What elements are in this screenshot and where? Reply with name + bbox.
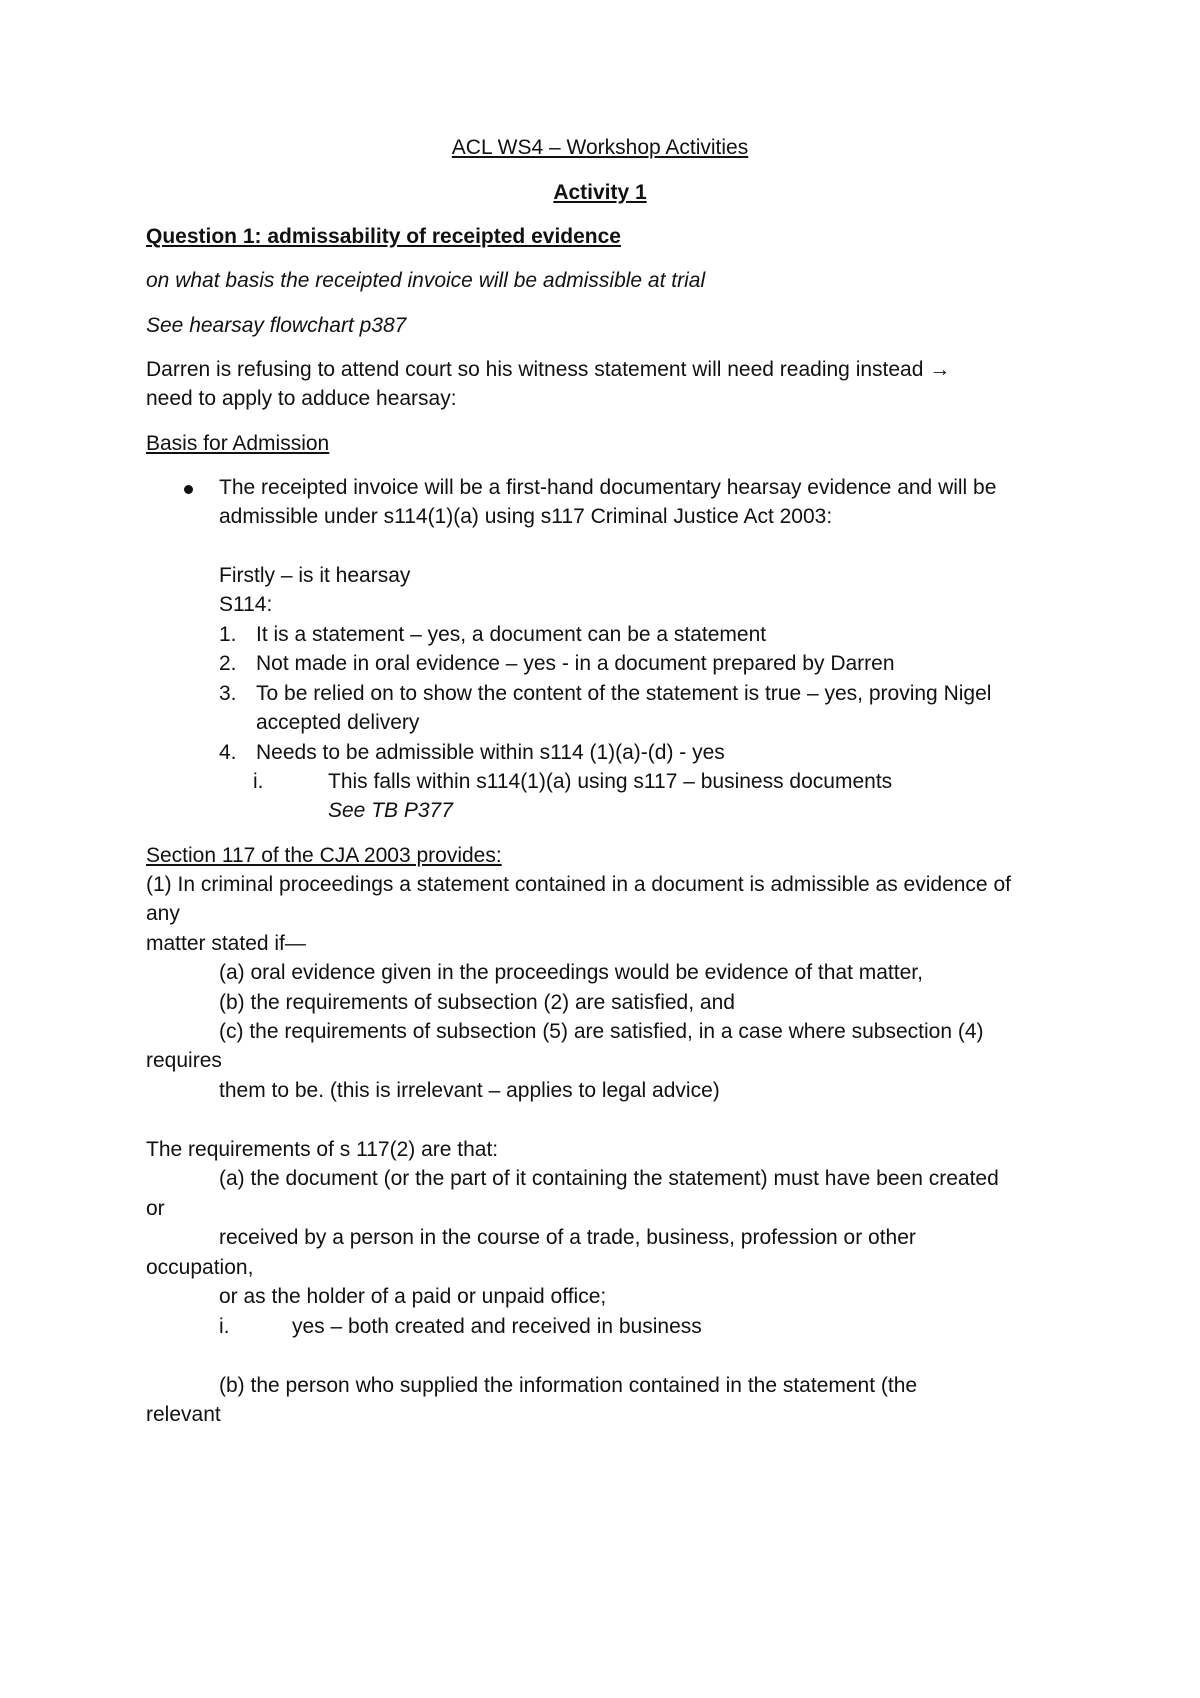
requirement-b-line: relevant bbox=[146, 1403, 221, 1426]
list-item-continuation: accepted delivery bbox=[256, 711, 420, 734]
list-number: 1. bbox=[219, 623, 237, 646]
question-heading: Question 1: admissability of receipted evidence bbox=[146, 225, 621, 248]
s114-label: S114: bbox=[219, 593, 273, 616]
section-117-clause-c: (c) the requirements of subsection (5) are satisfied, in a case where subsection (4) bbox=[219, 1020, 984, 1043]
list-number: 2. bbox=[219, 652, 237, 675]
section-117-line: (1) In criminal proceedings a statement contained in a document is admissible as evidence of bbox=[146, 873, 1011, 896]
activity-heading: Activity 1 bbox=[553, 181, 647, 204]
list-item: To be relied on to show the content of the statement is true – yes, proving Nigel bbox=[256, 682, 992, 705]
requirements-intro: The requirements of s 117(2) are that: bbox=[146, 1138, 499, 1161]
document-title: ACL WS4 – Workshop Activities bbox=[451, 136, 749, 159]
firstly-line: Firstly – is it hearsay bbox=[219, 564, 411, 587]
flowchart-reference: See hearsay flowchart p387 bbox=[146, 314, 407, 337]
bullet-icon bbox=[184, 485, 193, 494]
list-item: It is a statement – yes, a document can be a statement bbox=[256, 623, 767, 646]
bullet-line-1: The receipted invoice will be a first-hand documentary hearsay evidence and will be bbox=[219, 476, 997, 499]
section-117-clause-c-end: them to be. (this is irrelevant – applies to legal advice) bbox=[219, 1079, 720, 1102]
section-117-clause-c-cont: requires bbox=[146, 1049, 222, 1072]
sublist-item: This falls within s114(1)(a) using s117 – business documents bbox=[328, 770, 893, 793]
requirement-a-line: occupation, bbox=[146, 1256, 254, 1279]
intro-line-2: need to apply to adduce hearsay: bbox=[146, 387, 457, 410]
question-prompt: on what basis the receipted invoice will be admissible at trial bbox=[146, 269, 706, 292]
sublist-number: i. bbox=[253, 770, 264, 793]
requirement-a-line: received by a person in the course of a trade, business, profession or other bbox=[219, 1226, 916, 1249]
requirement-sub-text: yes – both created and received in business bbox=[292, 1315, 702, 1338]
list-number: 4. bbox=[219, 741, 237, 764]
requirement-a-line: (a) the document (or the part of it containing the statement) must have been created bbox=[219, 1167, 999, 1190]
list-item: Needs to be admissible within s114 (1)(a)-(d) - yes bbox=[256, 741, 725, 764]
bullet-line-2: admissible under s114(1)(a) using s117 Criminal Justice Act 2003: bbox=[219, 505, 833, 528]
list-item: Not made in oral evidence – yes - in a document prepared by Darren bbox=[256, 652, 895, 675]
requirement-sub-number: i. bbox=[219, 1315, 230, 1338]
requirement-b-line: (b) the person who supplied the information contained in the statement (the bbox=[219, 1374, 918, 1397]
basis-heading: Basis for Admission bbox=[146, 432, 330, 455]
section-117-clause-b: (b) the requirements of subsection (2) are satisfied, and bbox=[219, 991, 735, 1014]
intro-line-1: Darren is refusing to attend court so his witness statement will need reading instead → bbox=[146, 358, 951, 381]
textbook-reference: See TB P377 bbox=[328, 799, 453, 822]
section-117-line: matter stated if— bbox=[146, 932, 306, 955]
list-number: 3. bbox=[219, 682, 237, 705]
section-117-line: any bbox=[146, 902, 180, 925]
section-117-heading: Section 117 of the CJA 2003 provides: bbox=[146, 844, 502, 867]
requirement-a-line: or as the holder of a paid or unpaid office; bbox=[219, 1285, 607, 1308]
requirement-a-line: or bbox=[146, 1197, 165, 1220]
section-117-clause-a: (a) oral evidence given in the proceedings would be evidence of that matter, bbox=[219, 961, 923, 984]
